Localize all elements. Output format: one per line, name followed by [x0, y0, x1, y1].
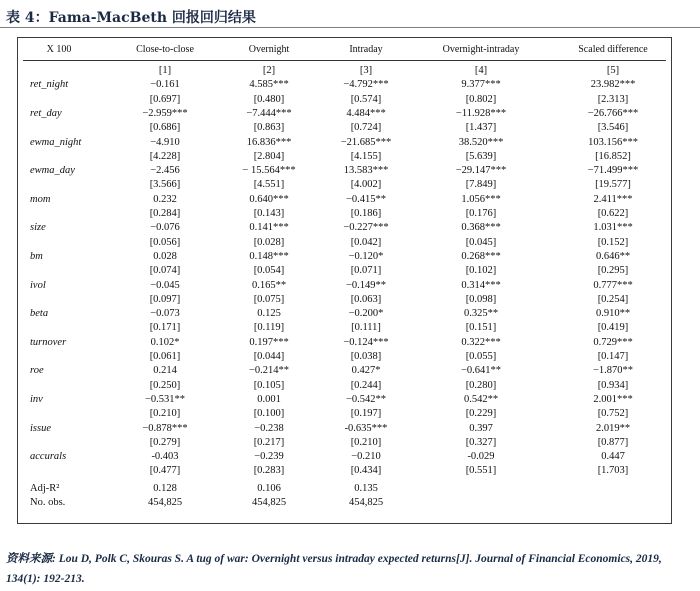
standard-error-cell: [0.622]	[597, 208, 629, 219]
coefficient-cell: 0.397	[469, 422, 493, 434]
coefficient-cell: 1.031***	[593, 222, 633, 234]
standard-error-cell: [0.419]	[597, 322, 629, 334]
footer-cell: 454,825	[348, 496, 384, 508]
standard-error-cell: [0.075]	[253, 293, 285, 305]
coefficient-cell: 0.640***	[249, 193, 289, 205]
standard-error-cell: [0.327]	[465, 436, 497, 448]
coefficient-cell: −29.147***	[455, 165, 507, 177]
coefficient-cell: 0.165**	[251, 279, 287, 291]
column-header: Overnight	[248, 44, 290, 55]
standard-error-cell: [0.752]	[597, 408, 629, 420]
standard-error-cell: [4.155]	[350, 150, 382, 162]
standard-error-cell: [0.143]	[253, 208, 285, 219]
standard-error-cell: [0.042]	[350, 236, 382, 248]
column-number: [3]	[359, 65, 373, 76]
row-label: size	[30, 222, 46, 234]
standard-error-cell: [0.280]	[465, 379, 497, 391]
standard-error-cell: [0.119]	[253, 322, 285, 334]
standard-error-cell: [0.147]	[597, 351, 629, 362]
row-label: accurals	[30, 451, 67, 463]
standard-error-cell: [0.056]	[149, 236, 181, 248]
coefficient-cell: 0.910**	[595, 308, 631, 320]
standard-error-cell: [0.254]	[597, 293, 629, 305]
coefficient-cell: 16.836***	[246, 136, 292, 148]
standard-error-cell: [0.217]	[253, 436, 285, 448]
standard-error-cell: [0.045]	[465, 236, 497, 248]
standard-error-cell: [0.210]	[149, 408, 181, 420]
standard-error-cell: [0.176]	[465, 208, 497, 219]
standard-error-cell: [0.434]	[350, 465, 382, 477]
standard-error-cell: [0.063]	[350, 293, 382, 305]
coefficient-cell: −7.444***	[246, 107, 292, 119]
standard-error-cell: [0.551]	[465, 465, 497, 477]
standard-error-cell: [2.804]	[253, 150, 285, 162]
coefficient-cell: −0.200*	[348, 308, 384, 320]
coefficient-cell: -0.029	[467, 451, 495, 463]
source-citation: 资料来源: Lou D, Polk C, Skouras S. A tug of war: Overnight versus intraday expected returns[J]. Journal of Financial Economics, 2019, 134(1): 192-213.	[6, 553, 662, 585]
coefficient-cell: 0.232	[153, 193, 177, 205]
coefficient-cell: 1.056***	[461, 193, 501, 205]
coefficient-cell: 0.542**	[463, 393, 499, 405]
coefficient-cell: −4.792***	[343, 79, 389, 91]
standard-error-cell: [4.002]	[350, 179, 382, 191]
standard-error-cell: [1.703]	[597, 465, 629, 477]
coefficient-cell: −0.542**	[345, 393, 387, 405]
coefficient-cell: −0.531**	[144, 393, 186, 405]
standard-error-cell: [4.228]	[149, 150, 181, 162]
row-label: ewma_night	[30, 136, 82, 148]
column-header: Overnight-intraday	[442, 44, 520, 55]
coefficient-cell: −0.227***	[343, 222, 389, 234]
coefficient-cell: −0.073	[150, 308, 180, 320]
standard-error-cell: [0.229]	[465, 408, 497, 420]
coefficient-cell: 0.197***	[249, 336, 289, 348]
regression-table	[17, 37, 672, 524]
row-label: ret_night	[30, 79, 69, 91]
standard-error-cell: [0.934]	[597, 379, 629, 391]
standard-error-cell: [0.071]	[350, 265, 382, 277]
coefficient-cell: 0.268***	[461, 250, 501, 262]
row-label: inv	[30, 393, 43, 405]
column-header: Scaled difference	[578, 44, 648, 55]
standard-error-cell: [0.863]	[253, 122, 285, 134]
standard-error-cell: [5.639]	[465, 150, 497, 162]
coefficient-cell: -0.403	[151, 451, 179, 463]
coefficient-cell: 0.646**	[595, 250, 631, 262]
standard-error-cell: [0.044]	[253, 351, 285, 362]
coefficient-cell: −0.210	[351, 451, 381, 463]
standard-error-cell: [2.313]	[597, 93, 629, 105]
standard-error-cell: [0.697]	[149, 93, 181, 105]
row-label: beta	[30, 308, 49, 320]
table-title: 表 4：Fama-MacBeth 回报回归结果	[6, 10, 256, 26]
standard-error-cell: [0.283]	[253, 465, 285, 477]
coefficient-cell: −0.239	[254, 451, 284, 463]
coefficient-cell: 0.427*	[351, 365, 381, 377]
coefficient-cell: 9.377***	[461, 79, 501, 91]
standard-error-cell: [16.852]	[595, 150, 631, 162]
column-number: [5]	[606, 65, 620, 76]
coefficient-cell: 2.411***	[593, 193, 633, 205]
footer-cell: 0.106	[257, 482, 281, 494]
coefficient-cell: −26.766***	[587, 107, 639, 119]
standard-error-cell: [0.210]	[350, 436, 382, 448]
footer-cell: 0.135	[354, 482, 378, 494]
row-label: ret_day	[30, 107, 62, 119]
coefficient-cell: 4.585***	[249, 79, 289, 91]
standard-error-cell: [0.477]	[149, 465, 181, 477]
row-label: turnover	[30, 336, 67, 348]
header-divider	[23, 60, 666, 61]
coefficient-cell: 0.368***	[461, 222, 501, 234]
row-label: ivol	[30, 279, 46, 291]
column-header: Close-to-close	[136, 44, 194, 55]
coefficient-cell: −0.214**	[248, 365, 290, 377]
coefficient-cell: 0.148***	[249, 250, 289, 262]
coefficient-cell: 0.028	[153, 250, 177, 262]
standard-error-cell: [0.686]	[149, 122, 181, 134]
coefficient-cell: −0.120*	[348, 250, 384, 262]
standard-error-cell: [0.574]	[350, 93, 382, 105]
coefficient-cell: 0.214	[153, 365, 177, 377]
coefficient-cell: 0.777***	[593, 279, 633, 291]
footer-row-label: No. obs.	[30, 496, 66, 508]
standard-error-cell: [0.054]	[253, 265, 285, 277]
standard-error-cell: [0.055]	[465, 351, 497, 362]
coefficient-cell: 2.001***	[593, 393, 633, 405]
standard-error-cell: [0.279]	[149, 436, 181, 448]
coefficient-cell: 2.019**	[595, 422, 631, 434]
standard-error-cell: [0.100]	[253, 408, 285, 420]
column-number: [4]	[474, 65, 488, 76]
standard-error-cell: [0.061]	[149, 351, 181, 362]
coefficient-cell: −2.456	[150, 165, 180, 177]
coefficient-cell: −0.076	[150, 222, 180, 234]
standard-error-cell: [0.295]	[597, 265, 629, 277]
coefficient-cell: 103.156***	[588, 136, 638, 148]
standard-error-cell: [0.186]	[350, 208, 382, 219]
table-title-bar	[0, 0, 700, 28]
coefficient-cell: 0.322***	[461, 336, 501, 348]
coefficient-cell: −1.870**	[592, 365, 634, 377]
standard-error-cell: [19.577]	[595, 179, 631, 191]
standard-error-cell: [0.111]	[351, 322, 381, 334]
row-label: bm	[30, 250, 43, 262]
standard-error-cell: [0.105]	[253, 379, 285, 391]
standard-error-cell: [3.566]	[149, 179, 181, 191]
row-label: ewma_day	[30, 165, 75, 177]
coefficient-cell: −0.641**	[460, 365, 502, 377]
standard-error-cell: [0.250]	[149, 379, 181, 391]
row-label: issue	[30, 422, 51, 434]
coefficient-cell: 0.729***	[593, 336, 633, 348]
coefficient-cell: −0.415**	[345, 193, 387, 205]
coefficient-cell: −0.045	[150, 279, 180, 291]
standard-error-cell: [4.551]	[253, 179, 285, 191]
standard-error-cell: [3.546]	[597, 122, 629, 134]
coefficient-cell: −0.878***	[142, 422, 188, 434]
standard-error-cell: [0.151]	[465, 322, 497, 334]
coefficient-cell: 13.583***	[343, 165, 389, 177]
coefficient-cell: 0.447	[601, 451, 625, 463]
footer-cell: 454,825	[251, 496, 287, 508]
coefficient-cell: 0.102*	[150, 336, 180, 348]
standard-error-cell: [0.028]	[253, 236, 285, 248]
footer-cell: 0.128	[153, 482, 177, 494]
coefficient-cell: −2.959***	[142, 107, 188, 119]
column-header: Intraday	[349, 44, 383, 55]
coefficient-cell: 23.982***	[590, 79, 636, 91]
standard-error-cell: [1.437]	[465, 122, 497, 134]
standard-error-cell: [0.038]	[350, 351, 382, 362]
standard-error-cell: [0.877]	[597, 436, 629, 448]
coefficient-cell: 0.314***	[461, 279, 501, 291]
standard-error-cell: [0.197]	[350, 408, 382, 420]
footer-cell: 454,825	[147, 496, 183, 508]
row-label: mom	[30, 193, 51, 205]
coefficient-cell: −11.928***	[455, 107, 507, 119]
standard-error-cell: [0.724]	[350, 122, 382, 134]
coefficient-cell: 0.141***	[249, 222, 289, 234]
standard-error-cell: [7.849]	[465, 179, 497, 191]
column-number: [1]	[158, 65, 172, 76]
standard-error-cell: [0.098]	[465, 293, 497, 305]
coefficient-cell: − 15.564***	[242, 165, 296, 177]
standard-error-cell: [0.097]	[149, 293, 181, 305]
standard-error-cell: [0.802]	[465, 93, 497, 105]
coefficient-cell: 0.125	[257, 308, 281, 320]
standard-error-cell: [0.152]	[597, 236, 629, 248]
coefficient-cell: −0.149**	[345, 279, 387, 291]
standard-error-cell: [0.074]	[149, 265, 181, 277]
standard-error-cell: [0.284]	[149, 208, 181, 219]
coefficient-cell: 0.325**	[463, 308, 499, 320]
coefficient-cell: −0.161	[150, 79, 180, 91]
coefficient-cell: 4.484***	[346, 107, 386, 119]
coefficient-cell: -0.635***	[344, 422, 388, 434]
coefficient-cell: −4.910	[150, 136, 180, 148]
standard-error-cell: [0.244]	[350, 379, 382, 391]
row-label: roe	[30, 365, 44, 377]
standard-error-cell: [0.171]	[149, 322, 181, 334]
standard-error-cell: [0.480]	[253, 93, 285, 105]
column-number: [2]	[262, 65, 276, 76]
standard-error-cell: [0.102]	[465, 265, 497, 277]
coefficient-cell: 0.001	[257, 393, 281, 405]
coefficient-cell: −0.238	[254, 422, 284, 434]
coefficient-cell: −0.124***	[343, 336, 389, 348]
coefficient-cell: 38.520***	[458, 136, 504, 148]
coefficient-cell: −71.499***	[587, 165, 639, 177]
coefficient-cell: −21.685***	[340, 136, 392, 148]
footer-row-label: Adj-R²	[30, 482, 60, 494]
column-header: X 100	[46, 44, 72, 55]
